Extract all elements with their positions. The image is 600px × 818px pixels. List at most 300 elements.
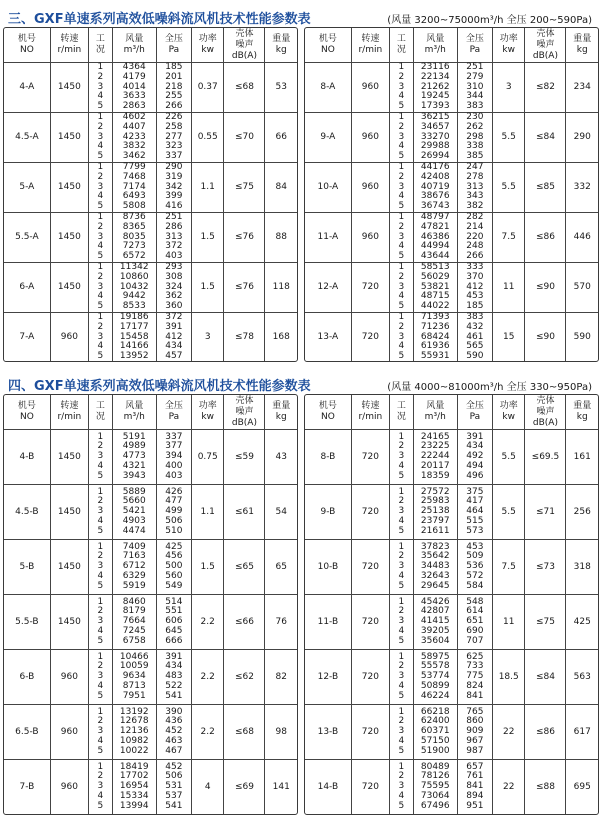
header-flow: 风量 m³/h — [413, 28, 457, 63]
mode-cell-value: 1 — [97, 111, 104, 122]
speed-cell: 720 — [351, 595, 389, 650]
flow-cell-value: 18419 — [119, 761, 149, 772]
weight-cell: 118 — [265, 262, 297, 312]
mode-cell-value: 5 — [398, 151, 405, 162]
pressure-cell-value: 391 — [165, 651, 183, 662]
table-row — [4, 650, 297, 705]
pressure-cell-value: 536 — [466, 561, 484, 572]
mode-cell — [389, 112, 413, 162]
pressure-cell-value: 290 — [165, 161, 183, 172]
flow-cell-value: 16954 — [119, 781, 149, 792]
flow-cell — [112, 705, 156, 760]
flow-cell — [112, 485, 156, 540]
pressure-cell-value: 390 — [165, 706, 183, 717]
flow-cell-value: 5919 — [122, 580, 146, 591]
flow-cell — [112, 595, 156, 650]
table-row — [4, 162, 297, 212]
mode-cell-value: 2 — [97, 71, 104, 82]
mode-cell-value: 3 — [398, 726, 405, 737]
power-cell: 1.5 — [192, 540, 224, 595]
mode-cell-value: 1 — [398, 651, 405, 662]
pressure-cell — [156, 262, 191, 312]
mode-cell-value: 1 — [398, 311, 405, 322]
noise-cell: ≤68 — [224, 63, 265, 113]
noise-cell: ≤84 — [525, 650, 566, 705]
pressure-cell-value: 614 — [466, 606, 484, 617]
flow-cell-value: 6329 — [122, 570, 146, 581]
flow-cell-value: 8179 — [122, 606, 146, 617]
mode-cell-value: 1 — [398, 761, 405, 772]
mode-cell-value: 4 — [398, 515, 405, 526]
mode-cell-value: 2 — [97, 606, 104, 617]
flow-cell-value: 7273 — [122, 241, 146, 252]
pressure-cell-value: 417 — [466, 496, 484, 507]
mode-cell-value: 3 — [398, 331, 405, 342]
table-row — [305, 705, 598, 760]
speed-cell: 960 — [351, 212, 389, 262]
flow-cell-value: 8713 — [122, 680, 146, 691]
power-cell: 5.5 — [493, 485, 525, 540]
flow-cell-value: 9634 — [122, 671, 146, 682]
power-cell: 0.75 — [192, 430, 224, 485]
weight-cell: 332 — [566, 162, 598, 212]
mode-cell-value: 4 — [398, 141, 405, 152]
pressure-cell — [457, 112, 492, 162]
speed-cell: 960 — [351, 63, 389, 113]
mode-cell — [88, 650, 112, 705]
header-power: 功率 kw — [493, 28, 525, 63]
flow-cell-value: 13192 — [119, 706, 149, 717]
power-cell: 0.55 — [192, 112, 224, 162]
mode-cell-value: 3 — [398, 281, 405, 292]
flow-cell-value: 5421 — [122, 506, 146, 517]
speed-cell: 1450 — [50, 212, 88, 262]
pressure-cell-value: 510 — [165, 525, 183, 536]
section4-title: 四、GXF单速系列高效低噪斜流风机技术性能参数表 — [8, 379, 311, 394]
mode-cell — [389, 312, 413, 361]
mode-cell-value: 1 — [398, 111, 405, 122]
power-cell: 11 — [493, 595, 525, 650]
flow-cell-value: 7664 — [122, 616, 146, 627]
pressure-cell-value: 590 — [466, 351, 484, 362]
pressure-cell — [457, 63, 492, 113]
pressure-cell-value: 499 — [165, 506, 183, 517]
power-cell: 7.5 — [493, 540, 525, 595]
flow-cell-value: 44176 — [420, 161, 450, 172]
mode-cell-value: 2 — [97, 171, 104, 182]
pressure-cell-value: 457 — [165, 351, 183, 362]
flow-cell — [413, 212, 457, 262]
pressure-cell — [457, 162, 492, 212]
mode-cell-value: 1 — [97, 261, 104, 272]
mode-cell-value: 4 — [97, 680, 104, 691]
table-row — [4, 485, 297, 540]
mode-cell-value: 3 — [97, 131, 104, 142]
flow-cell-value: 4474 — [122, 525, 146, 536]
noise-cell: ≤70 — [224, 112, 265, 162]
pressure-cell — [457, 485, 492, 540]
weight-cell: 617 — [566, 705, 598, 760]
flow-cell — [112, 63, 156, 113]
power-cell: 5.5 — [493, 162, 525, 212]
weight-cell: 66 — [265, 112, 297, 162]
table-row — [4, 540, 297, 595]
pressure-cell-value: 344 — [466, 91, 484, 102]
mode-cell-value: 3 — [398, 616, 405, 627]
mode-cell-value: 5 — [97, 251, 104, 262]
flow-cell-value: 29988 — [420, 141, 450, 152]
mode-cell — [88, 63, 112, 113]
pressure-cell — [457, 595, 492, 650]
mode-cell-value: 2 — [398, 661, 405, 672]
mode-cell — [389, 705, 413, 760]
flow-cell-value: 48797 — [420, 211, 450, 222]
table-row — [4, 262, 297, 312]
flow-cell-value: 27572 — [420, 486, 450, 497]
flow-cell-value: 4364 — [122, 62, 146, 72]
mode-cell-value: 1 — [97, 431, 104, 442]
speed-cell: 720 — [351, 540, 389, 595]
pressure-cell-value: 500 — [165, 561, 183, 572]
power-cell: 2.2 — [192, 650, 224, 705]
mode-cell-value: 5 — [398, 635, 405, 646]
power-cell: 2.2 — [192, 595, 224, 650]
noise-cell: ≤71 — [525, 485, 566, 540]
table-row — [4, 312, 297, 361]
pressure-cell-value: 323 — [165, 141, 183, 152]
mode-cell-value: 2 — [398, 551, 405, 562]
mode-cell-value: 1 — [398, 161, 405, 172]
mode-cell-value: 3 — [97, 781, 104, 792]
weight-cell: 570 — [566, 262, 598, 312]
flow-cell-value: 7245 — [122, 625, 146, 636]
machine-no-cell: 6.5-B — [4, 705, 50, 760]
flow-cell-value: 57150 — [420, 735, 450, 746]
flow-cell — [413, 650, 457, 705]
mode-cell-value: 3 — [398, 231, 405, 242]
pressure-cell-value: 456 — [165, 551, 183, 562]
flow-cell-value: 10466 — [119, 651, 149, 662]
pressure-cell-value: 657 — [466, 761, 484, 772]
pressure-cell-value: 522 — [165, 680, 183, 691]
flow-cell-value: 11342 — [119, 261, 149, 272]
header-power: 功率 kw — [192, 395, 224, 430]
table-row — [305, 262, 598, 312]
machine-no-cell: 10-B — [305, 540, 351, 595]
mode-cell-value: 3 — [398, 506, 405, 517]
noise-cell: ≤86 — [525, 705, 566, 760]
mode-cell-value: 4 — [398, 735, 405, 746]
speed-cell: 1450 — [50, 112, 88, 162]
mode-cell-value: 4 — [398, 625, 405, 636]
pressure-cell-value: 514 — [165, 596, 183, 607]
mode-cell-value: 2 — [398, 716, 405, 727]
flow-cell-value: 6712 — [122, 561, 146, 572]
noise-cell: ≤90 — [525, 262, 566, 312]
flow-cell-value: 42807 — [420, 606, 450, 617]
table-row — [305, 650, 598, 705]
pressure-cell-value: 761 — [466, 771, 484, 782]
power-cell: 1.5 — [192, 212, 224, 262]
header-flow: 风量 m³/h — [112, 395, 156, 430]
table-row — [305, 63, 598, 113]
mode-cell-value: 1 — [97, 651, 104, 662]
weight-cell: 446 — [566, 212, 598, 262]
pressure-cell-value: 251 — [466, 62, 484, 72]
flow-cell-value: 22134 — [420, 71, 450, 82]
flow-cell-value: 46386 — [420, 231, 450, 242]
pressure-cell-value: 434 — [466, 441, 484, 452]
pressure-cell-value: 412 — [466, 281, 484, 292]
mode-cell-value: 2 — [398, 71, 405, 82]
mode-cell-value: 1 — [97, 62, 104, 72]
pressure-cell-value: 765 — [466, 706, 484, 717]
speed-cell: 720 — [351, 430, 389, 485]
pressure-cell-value: 343 — [466, 191, 484, 202]
flow-cell-value: 3832 — [122, 141, 146, 152]
pressure-cell-value: 416 — [165, 201, 183, 212]
pressure-cell-value: 541 — [165, 690, 183, 701]
mode-cell — [389, 162, 413, 212]
mode-cell-value: 4 — [398, 460, 405, 471]
power-cell: 3 — [192, 312, 224, 361]
header-noise: 壳体 噪声 dB(A) — [525, 28, 566, 63]
pressure-cell-value: 337 — [165, 431, 183, 442]
pressure-cell-value: 399 — [165, 191, 183, 202]
pressure-cell — [457, 760, 492, 815]
flow-cell-value: 17393 — [420, 101, 450, 112]
weight-cell: 53 — [265, 63, 297, 113]
flow-cell-value: 46224 — [420, 690, 450, 701]
pressure-cell-value: 434 — [165, 341, 183, 352]
mode-cell-value: 3 — [97, 726, 104, 737]
mode-cell-value: 1 — [97, 596, 104, 607]
mode-cell-value: 2 — [398, 171, 405, 182]
mode-cell-value: 5 — [398, 201, 405, 212]
table-row — [4, 760, 297, 815]
pressure-cell-value: 477 — [165, 496, 183, 507]
power-cell: 7.5 — [493, 212, 525, 262]
flow-cell-value: 44022 — [420, 301, 450, 312]
speed-cell: 720 — [351, 705, 389, 760]
pressure-cell — [156, 63, 191, 113]
mode-cell-value: 3 — [97, 231, 104, 242]
pressure-cell-value: 313 — [165, 231, 183, 242]
flow-cell-value: 4903 — [122, 515, 146, 526]
pressure-cell-value: 625 — [466, 651, 484, 662]
power-cell: 11 — [493, 262, 525, 312]
pressure-cell-value: 425 — [165, 541, 183, 552]
flow-cell-value: 15334 — [119, 790, 149, 801]
flow-cell — [413, 262, 457, 312]
mode-cell-value: 4 — [398, 341, 405, 352]
mode-cell — [389, 262, 413, 312]
mode-cell-value: 3 — [97, 561, 104, 572]
flow-cell-value: 43644 — [420, 251, 450, 262]
flow-cell-value: 22244 — [420, 451, 450, 462]
pressure-cell-value: 452 — [165, 726, 183, 737]
header-pressure: 全压 Pa — [156, 28, 191, 63]
weight-cell: 695 — [566, 760, 598, 815]
speed-cell: 1450 — [50, 540, 88, 595]
table-row — [4, 212, 297, 262]
weight-cell: 54 — [265, 485, 297, 540]
pressure-cell — [156, 540, 191, 595]
mode-cell-value: 4 — [398, 241, 405, 252]
flow-cell — [112, 162, 156, 212]
weight-cell: 563 — [566, 650, 598, 705]
mode-cell-value: 2 — [398, 496, 405, 507]
noise-cell: ≤76 — [224, 212, 265, 262]
pressure-cell-value: 951 — [466, 800, 484, 811]
flow-cell-value: 8736 — [122, 211, 146, 222]
mode-cell-value: 1 — [97, 706, 104, 717]
pressure-cell-value: 362 — [165, 291, 183, 302]
pressure-cell-value: 258 — [165, 121, 183, 132]
flow-cell — [413, 430, 457, 485]
pressure-cell — [156, 650, 191, 705]
mode-cell-value: 5 — [97, 301, 104, 312]
mode-cell-value: 5 — [97, 101, 104, 112]
mode-cell — [389, 650, 413, 705]
pressure-cell-value: 277 — [165, 131, 183, 142]
header-machine-no: 机号 NO — [4, 28, 50, 63]
flow-cell-value: 13952 — [119, 351, 149, 362]
flow-cell-value: 20117 — [420, 460, 450, 471]
pressure-cell-value: 860 — [466, 716, 484, 727]
table4-left-header — [4, 395, 297, 430]
mode-cell — [88, 760, 112, 815]
mode-cell — [88, 262, 112, 312]
flow-cell-value: 55578 — [420, 661, 450, 672]
pressure-cell-value: 453 — [466, 291, 484, 302]
flow-cell-value: 4407 — [122, 121, 146, 132]
power-cell: 22 — [493, 705, 525, 760]
pressure-cell-value: 286 — [165, 221, 183, 232]
flow-cell — [413, 112, 457, 162]
mode-cell-value: 3 — [97, 506, 104, 517]
flow-cell-value: 12136 — [119, 726, 149, 737]
noise-cell: ≤78 — [224, 312, 265, 361]
pressure-cell-value: 467 — [165, 745, 183, 756]
pressure-cell-value: 338 — [466, 141, 484, 152]
pressure-cell-value: 645 — [165, 625, 183, 636]
flow-cell-value: 38676 — [420, 191, 450, 202]
flow-cell-value: 19245 — [420, 91, 450, 102]
table-row — [305, 760, 598, 815]
pressure-cell-value: 319 — [165, 171, 183, 182]
flow-cell-value: 58975 — [420, 651, 450, 662]
weight-cell: 590 — [566, 312, 598, 361]
mode-cell — [88, 312, 112, 361]
noise-cell: ≤76 — [224, 262, 265, 312]
flow-cell-value: 50899 — [420, 680, 450, 691]
pressure-cell-value: 403 — [165, 470, 183, 481]
pressure-cell-value: 531 — [165, 781, 183, 792]
flow-cell — [413, 485, 457, 540]
header-mode: 工 况 — [88, 28, 112, 63]
pressure-cell-value: 375 — [466, 486, 484, 497]
flow-cell-value: 4989 — [122, 441, 146, 452]
flow-cell-value: 68424 — [420, 331, 450, 342]
pressure-cell-value: 496 — [466, 470, 484, 481]
mode-cell-value: 1 — [398, 261, 405, 272]
pressure-cell-value: 185 — [165, 62, 183, 72]
pressure-cell — [156, 430, 191, 485]
flow-cell-value: 10982 — [119, 735, 149, 746]
table-row — [4, 705, 297, 760]
flow-cell-value: 7468 — [122, 171, 146, 182]
mode-cell-value: 5 — [398, 470, 405, 481]
power-cell: 1.1 — [192, 162, 224, 212]
mode-cell-value: 4 — [97, 241, 104, 252]
machine-no-cell: 5-A — [4, 162, 50, 212]
speed-cell: 960 — [50, 312, 88, 361]
table3-right-header — [305, 28, 598, 63]
flow-cell-value: 53774 — [420, 671, 450, 682]
pressure-cell-value: 651 — [466, 616, 484, 627]
flow-cell-value: 5889 — [122, 486, 146, 497]
flow-cell — [413, 595, 457, 650]
noise-cell: ≤69 — [224, 760, 265, 815]
table3-left-header — [4, 28, 297, 63]
mode-cell-value: 2 — [97, 321, 104, 332]
noise-cell: ≤59 — [224, 430, 265, 485]
flow-cell-value: 10860 — [119, 271, 149, 282]
flow-cell-value: 7799 — [122, 161, 146, 172]
noise-cell: ≤61 — [224, 485, 265, 540]
flow-cell-value: 7174 — [122, 181, 146, 192]
mode-cell — [88, 430, 112, 485]
machine-no-cell: 12-A — [305, 262, 351, 312]
header-noise: 壳体 噪声 dB(A) — [525, 395, 566, 430]
pressure-cell-value: 606 — [165, 616, 183, 627]
noise-cell: ≤75 — [224, 162, 265, 212]
mode-cell — [389, 212, 413, 262]
header-noise: 壳体 噪声 dB(A) — [224, 28, 265, 63]
flow-cell-value: 34483 — [420, 561, 450, 572]
pressure-cell-value: 560 — [165, 570, 183, 581]
mode-cell-value: 1 — [398, 62, 405, 72]
header-speed: 转速 r/min — [50, 28, 88, 63]
speed-cell: 960 — [50, 650, 88, 705]
mode-cell-value: 1 — [398, 541, 405, 552]
pressure-cell-value: 218 — [165, 81, 183, 92]
mode-cell-value: 1 — [398, 706, 405, 717]
pressure-cell-value: 383 — [466, 101, 484, 112]
table-row — [305, 430, 598, 485]
mode-cell-value: 5 — [398, 351, 405, 362]
speed-cell: 720 — [351, 485, 389, 540]
flow-cell-value: 45426 — [420, 596, 450, 607]
header-speed: 转速 r/min — [351, 28, 389, 63]
flow-cell-value: 47821 — [420, 221, 450, 232]
flow-cell-value: 23797 — [420, 515, 450, 526]
mode-cell-value: 5 — [97, 690, 104, 701]
pressure-cell-value: 666 — [165, 635, 183, 646]
table-row — [305, 595, 598, 650]
table-row — [305, 540, 598, 595]
power-cell: 2.2 — [192, 705, 224, 760]
pressure-cell — [156, 705, 191, 760]
flow-cell-value: 8035 — [122, 231, 146, 242]
flow-cell — [112, 112, 156, 162]
flow-cell-value: 53821 — [420, 281, 450, 292]
flow-cell-value: 26994 — [420, 151, 450, 162]
noise-cell: ≤86 — [525, 212, 566, 262]
noise-cell: ≤62 — [224, 650, 265, 705]
machine-no-cell: 7-B — [4, 760, 50, 815]
